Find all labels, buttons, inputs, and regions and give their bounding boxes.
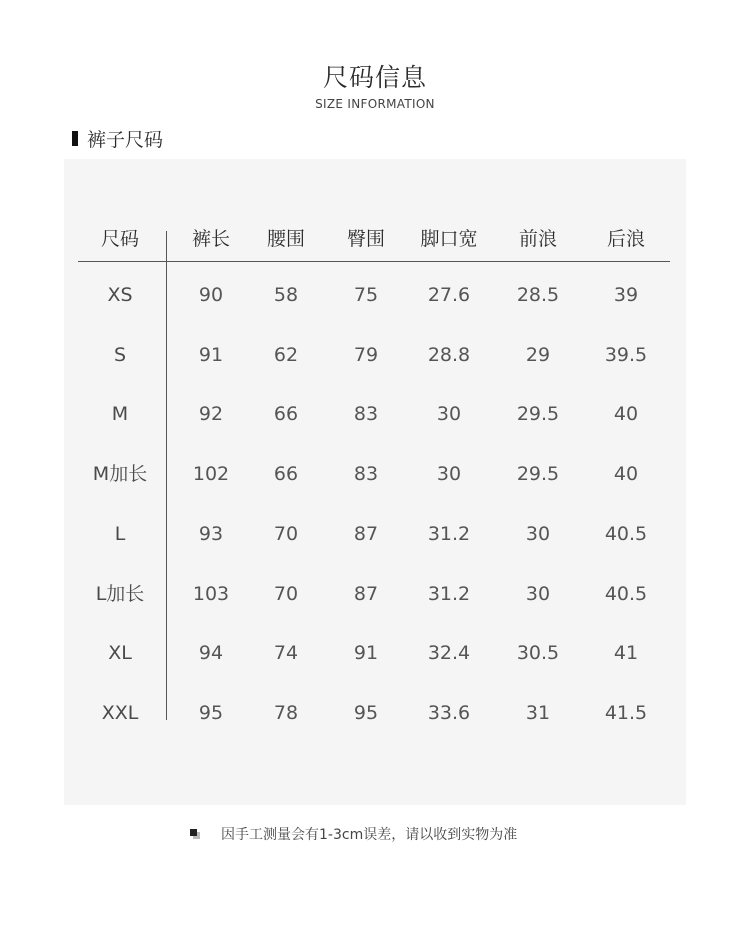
- footnote: [189, 823, 517, 845]
- table-cell: 92: [198, 403, 224, 426]
- table-cell: 39.5: [604, 343, 648, 366]
- table-cell: 28.8: [427, 343, 471, 366]
- size-label: M: [111, 403, 129, 426]
- table-cell: 95: [353, 701, 379, 724]
- column-header: 尺码: [100, 228, 139, 250]
- table-cell: 41.5: [604, 701, 648, 724]
- table-cell: 95: [198, 701, 224, 724]
- table-cell: 28.5: [516, 284, 560, 306]
- size-label: S: [113, 343, 127, 366]
- table-cell: 93: [198, 522, 224, 545]
- column-header: 后浪: [606, 228, 645, 250]
- column-header: 前浪: [518, 228, 557, 250]
- page-subtitle: SIZE INFORMATION: [315, 97, 435, 111]
- table-cell: 62: [273, 343, 299, 366]
- table-cell: 30: [436, 403, 462, 426]
- table-cell: 40.5: [604, 522, 648, 545]
- table-cell: 83: [353, 403, 379, 426]
- table-cell: 33.6: [427, 701, 471, 724]
- table-cell: 91: [353, 642, 379, 665]
- table-cell: 27.6: [427, 284, 471, 306]
- section-marker-icon: [72, 131, 78, 146]
- table-cell: 30: [525, 582, 551, 605]
- page-header: [0, 62, 750, 112]
- table-cell: 78: [273, 701, 299, 724]
- section-title: 裤子尺码: [87, 128, 164, 151]
- table-cell: 40: [613, 463, 639, 486]
- table-cell: 29: [525, 343, 551, 366]
- table-cell: 91: [198, 343, 224, 366]
- table-cell: 70: [273, 522, 299, 545]
- table-cell: 31.2: [427, 522, 471, 545]
- table-cell: 31: [525, 701, 551, 724]
- table-cell: 40.5: [604, 582, 648, 605]
- footnote-text: 因手工测量会有1-3cm误差，请以收到实物为准: [221, 827, 518, 843]
- size-label: XS: [107, 284, 133, 306]
- table-cell: 29.5: [516, 403, 560, 426]
- table-cell: 39: [613, 284, 639, 306]
- table-cell: 66: [273, 403, 299, 426]
- section-heading: [72, 126, 163, 150]
- size-label: XXL: [101, 701, 139, 724]
- table-cell: 31.2: [427, 582, 471, 605]
- table-cell: 83: [353, 463, 379, 486]
- column-header: 裤长: [191, 228, 230, 250]
- table-cell: 58: [273, 284, 299, 306]
- size-label: XL: [108, 642, 132, 665]
- table-cell: 102: [192, 463, 230, 486]
- table-cell: 90: [198, 284, 224, 306]
- size-label: L加长: [95, 582, 145, 605]
- table-cell: 32.4: [427, 642, 471, 665]
- table-cell: 75: [353, 284, 379, 306]
- square-bullet-icon: [189, 828, 202, 841]
- size-label: L: [114, 522, 126, 545]
- column-header: 腰围: [266, 228, 305, 250]
- table-cell: 87: [353, 582, 379, 605]
- table-cell: 94: [198, 642, 224, 665]
- column-header: 臀围: [346, 228, 385, 250]
- table-cell: 40: [613, 403, 639, 426]
- table-cell: 29.5: [516, 463, 560, 486]
- table-cell: 103: [192, 582, 230, 605]
- table-cell: 30: [436, 463, 462, 486]
- size-label: M加长: [92, 463, 148, 486]
- column-header: 脚口宽: [420, 228, 478, 250]
- table-cell: 79: [353, 343, 379, 366]
- page-title: 尺码信息: [322, 63, 427, 92]
- table-cell: 30: [525, 522, 551, 545]
- table-cell: 30.5: [516, 642, 560, 665]
- table-cell: 66: [273, 463, 299, 486]
- table-cell: 87: [353, 522, 379, 545]
- table-cell: 74: [273, 642, 299, 665]
- table-cell: 41: [613, 642, 639, 665]
- table-cell: 70: [273, 582, 299, 605]
